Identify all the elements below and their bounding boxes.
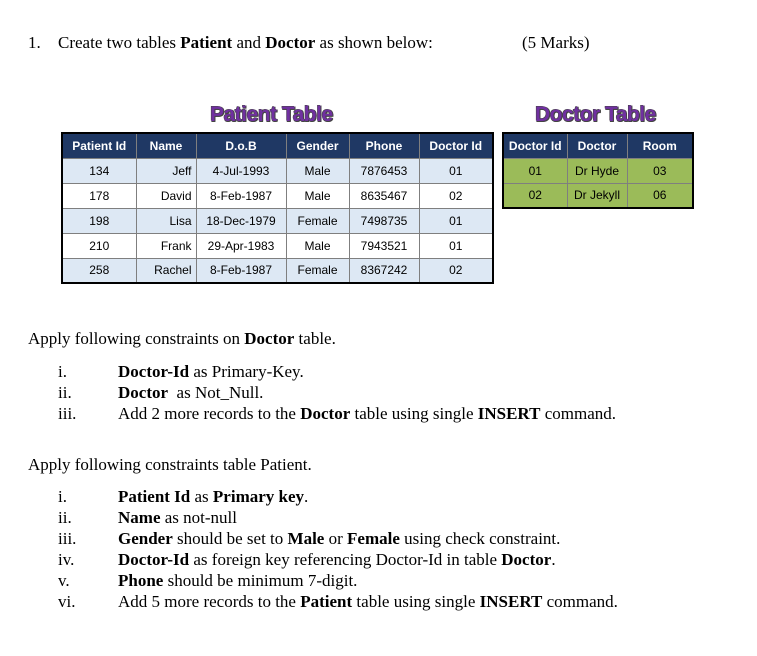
table-row: [62, 208, 493, 233]
question-bold-doctor: Doctor: [265, 33, 316, 52]
table-cell: 02: [419, 183, 493, 208]
table-cell: Male: [286, 158, 349, 183]
table-cell: Female: [286, 208, 349, 233]
patient-header-cell: Gender: [286, 133, 349, 158]
table-row: [62, 258, 493, 283]
item-bold: Male: [287, 529, 325, 548]
table-cell: 7876453: [349, 158, 419, 183]
list-number: vi.: [58, 592, 76, 611]
patient-table: [61, 132, 494, 284]
question-text-part: and: [232, 33, 266, 52]
item-bold: Patient: [300, 592, 353, 611]
list-number: v.: [58, 571, 70, 590]
table-cell: Rachel: [136, 258, 196, 283]
table-cell: 178: [62, 183, 136, 208]
doctor-table-header-row: [503, 133, 693, 158]
table-cell: 8-Feb-1987: [196, 258, 286, 283]
item-bold: Gender: [118, 529, 173, 548]
heading-text: table.: [294, 329, 336, 348]
list-text: [118, 362, 304, 382]
list-text: [118, 508, 237, 528]
item-text: .: [304, 487, 309, 506]
patient-header-cell: Name: [136, 133, 196, 158]
item-bold: Name: [118, 508, 161, 527]
table-cell: 134: [62, 158, 136, 183]
list-number: i.: [58, 362, 67, 381]
list-number: iv.: [58, 550, 75, 569]
list-number: iii.: [58, 529, 77, 548]
item-bold: Doctor: [501, 550, 552, 569]
item-bold: Doctor: [300, 404, 351, 423]
list-text: [118, 529, 560, 549]
list-item: [0, 383, 757, 404]
item-text: using check constraint.: [399, 529, 561, 548]
table-cell: 01: [503, 158, 567, 183]
list-item: [0, 550, 757, 571]
table-cell: Male: [286, 183, 349, 208]
item-bold: Doctor: [118, 383, 169, 402]
table-row: [62, 158, 493, 183]
doctor-table: [502, 132, 694, 209]
doctor-header-cell: Doctor Id: [503, 133, 567, 158]
list-number: iii.: [58, 404, 77, 423]
item-bold: Patient Id: [118, 487, 191, 506]
patient-header-cell: D.o.B: [196, 133, 286, 158]
table-cell: 03: [627, 158, 693, 183]
item-text: table using single: [352, 592, 480, 611]
list-number: i.: [58, 487, 67, 506]
table-cell: Dr Jekyll: [567, 183, 627, 208]
item-text: as Not_Null.: [168, 383, 264, 402]
table-cell: 198: [62, 208, 136, 233]
item-text: .: [551, 550, 556, 569]
item-text: should be set to: [172, 529, 288, 548]
item-bold: Female: [347, 529, 400, 548]
item-text: Add 5 more records to the: [118, 592, 301, 611]
list-item: [0, 592, 757, 613]
list-item: [0, 404, 757, 425]
table-cell: 02: [419, 258, 493, 283]
table-cell: 4-Jul-1993: [196, 158, 286, 183]
item-text: command.: [540, 404, 617, 423]
question-bold-patient: Patient: [180, 33, 233, 52]
table-cell: 7498735: [349, 208, 419, 233]
item-text: as Primary-Key.: [189, 362, 304, 381]
list-number: ii.: [58, 383, 72, 402]
table-row: [62, 183, 493, 208]
question-text-part: as shown below:: [315, 33, 433, 52]
item-text: or: [324, 529, 348, 548]
list-item: [0, 529, 757, 550]
table-cell: 06: [627, 183, 693, 208]
table-cell: David: [136, 183, 196, 208]
doctor-header-cell: Doctor: [567, 133, 627, 158]
patient-header-cell: Doctor Id: [419, 133, 493, 158]
table-cell: Female: [286, 258, 349, 283]
table-cell: 258: [62, 258, 136, 283]
doctor-header-cell: Room: [627, 133, 693, 158]
patient-header-cell: Patient Id: [62, 133, 136, 158]
item-bold: INSERT: [479, 592, 543, 611]
item-bold: Doctor-Id: [118, 550, 190, 569]
list-text: [118, 592, 618, 612]
item-bold: INSERT: [477, 404, 541, 423]
list-text: [118, 550, 556, 570]
list-text: [118, 571, 357, 591]
table-cell: 02: [503, 183, 567, 208]
list-item: [0, 487, 757, 508]
item-bold: Doctor-Id: [118, 362, 190, 381]
list-item: [0, 362, 757, 383]
patient-table-title: Patient Table: [210, 103, 333, 126]
table-cell: 7943521: [349, 233, 419, 258]
item-bold: Primary key: [212, 487, 305, 506]
list-number: ii.: [58, 508, 72, 527]
doctor-table-title: Doctor Table: [535, 103, 656, 126]
patient-constraints-heading: Apply following constraints table Patient.: [28, 455, 312, 474]
table-cell: 8367242: [349, 258, 419, 283]
table-row: [503, 158, 693, 183]
table-cell: Dr Hyde: [567, 158, 627, 183]
list-text: [118, 487, 308, 507]
patient-table-header-row: [62, 133, 493, 158]
list-text: [118, 404, 616, 424]
list-item: [0, 571, 757, 592]
table-cell: 8-Feb-1987: [196, 183, 286, 208]
table-row: [503, 183, 693, 208]
patient-header-cell: Phone: [349, 133, 419, 158]
table-cell: 18-Dec-1979: [196, 208, 286, 233]
heading-text: Apply following constraints on: [28, 329, 245, 348]
item-text: table using single: [350, 404, 478, 423]
table-row: [62, 233, 493, 258]
table-cell: Frank: [136, 233, 196, 258]
item-text: command.: [542, 592, 618, 611]
table-cell: Jeff: [136, 158, 196, 183]
item-text: as not-null: [160, 508, 237, 527]
item-text: Add 2 more records to the: [118, 404, 301, 423]
item-text: should be minimum 7-digit.: [163, 571, 358, 590]
table-cell: Male: [286, 233, 349, 258]
item-text: as foreign key referencing Doctor-Id in table: [189, 550, 502, 569]
list-item: [0, 508, 757, 529]
table-cell: 01: [419, 233, 493, 258]
table-cell: 29-Apr-1983: [196, 233, 286, 258]
item-bold: Phone: [118, 571, 164, 590]
doctor-constraints-heading: [28, 329, 336, 349]
question-text-part: Create two tables: [58, 33, 181, 52]
table-cell: 01: [419, 208, 493, 233]
table-cell: 01: [419, 158, 493, 183]
heading-bold: Doctor: [244, 329, 295, 348]
question-number: 1.: [28, 33, 41, 52]
table-cell: Lisa: [136, 208, 196, 233]
marks-label: (5 Marks): [522, 33, 590, 52]
item-text: as: [190, 487, 213, 506]
table-cell: 8635467: [349, 183, 419, 208]
question-text: [58, 33, 433, 53]
list-text: [118, 383, 263, 403]
table-cell: 210: [62, 233, 136, 258]
